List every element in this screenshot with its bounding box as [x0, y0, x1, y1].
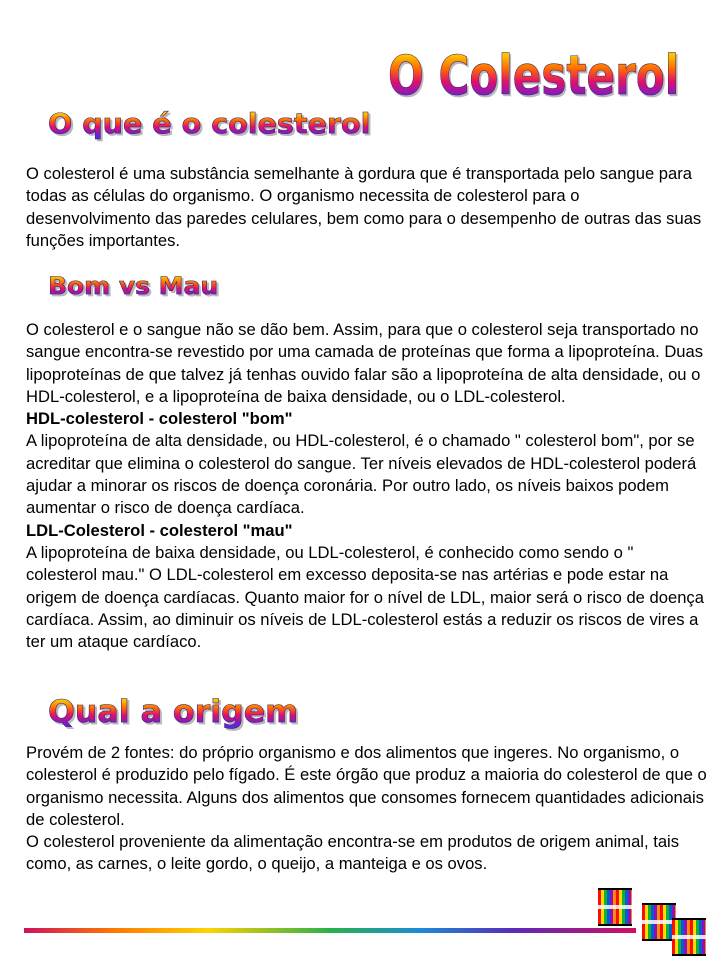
- section-origin: [26, 742, 708, 876]
- paragraph-ldl: A lipoproteína de baixa densidade, ou LDL-colesterol, é conhecido como sendo o " colesterol mau." O LDL-colesterol em excesso deposita-se nas artérias e pode estar na origem de doença cardíacas. Quanto maior for o nível de LDL, maior será o risco de doença cardíaca. Assim, ao diminuir os níveis de LDL-colesterol estás a reduzir os riscos de vires a ter um ataque cardíaco.: [26, 542, 704, 652]
- section-what-is-cholesterol: [26, 163, 708, 252]
- page-title: O Colesterol: [388, 40, 679, 112]
- paragraph-origin-food: O colesterol proveniente da alimentação encontra-se em produtos de origem animal, tais como, as carnes, o leite gordo, o queijo, a manteiga e os ovos.: [26, 832, 680, 874]
- rainbow-pixel-tile-icon: [642, 903, 676, 941]
- heading-good-vs-bad: Bom vs Mau: [48, 272, 219, 300]
- subheading-ldl: LDL-Colesterol - colesterol "mau": [26, 520, 293, 540]
- paragraph-origin-sources: Provém de 2 fontes: do próprio organismo e dos alimentos que ingeres. No organismo, o colesterol é produzido pelo fígado. É este órgão que produz a maioria do colesterol de que o organismo necessita. Alguns dos alimentos que consomes fornecem quantidades adicionais de colesterol.: [26, 743, 707, 829]
- rainbow-divider: [24, 928, 636, 933]
- paragraph-lipoprotein-intro: O colesterol e o sangue não se dão bem. Assim, para que o colesterol seja transportado no sangue encontra-se revestido por uma camada de proteínas que forma a lipoproteína. Duas lipoproteínas de que talvez já tenhas ouvido falar são a lipoproteína de alta densidade, ou o HDL-colesterol, e a lipoproteína de baixa densidade, ou o LDL-colesterol.: [26, 320, 704, 406]
- rainbow-pixel-tile-icon: [672, 918, 706, 956]
- paragraph-what-is-cholesterol: O colesterol é uma substância semelhante à gordura que é transportada pelo sangue para todas as células do organismo. O organismo necessita de colesterol para o desenvolvimento das paredes celulares, bem como para o desempenho de outras das suas funções importantes.: [26, 164, 702, 250]
- heading-what-is-cholesterol: O que é o colesterol: [48, 107, 371, 140]
- heading-origin: Qual a origem: [48, 694, 299, 730]
- subheading-hdl: HDL-colesterol - colesterol "bom": [26, 409, 293, 429]
- section-good-vs-bad: [26, 319, 708, 653]
- rainbow-pixel-tile-icon: [598, 888, 632, 926]
- paragraph-hdl: A lipoproteína de alta densidade, ou HDL-colesterol, é o chamado " colesterol bom", por se acreditar que elimina o colesterol do sangue. Ter níveis elevados de HDL-colesterol poderá ajudar a minorar os riscos de doença coronária. Por outro lado, os níveis baixos podem aumentar o risco de doença cardíaca.: [26, 431, 697, 518]
